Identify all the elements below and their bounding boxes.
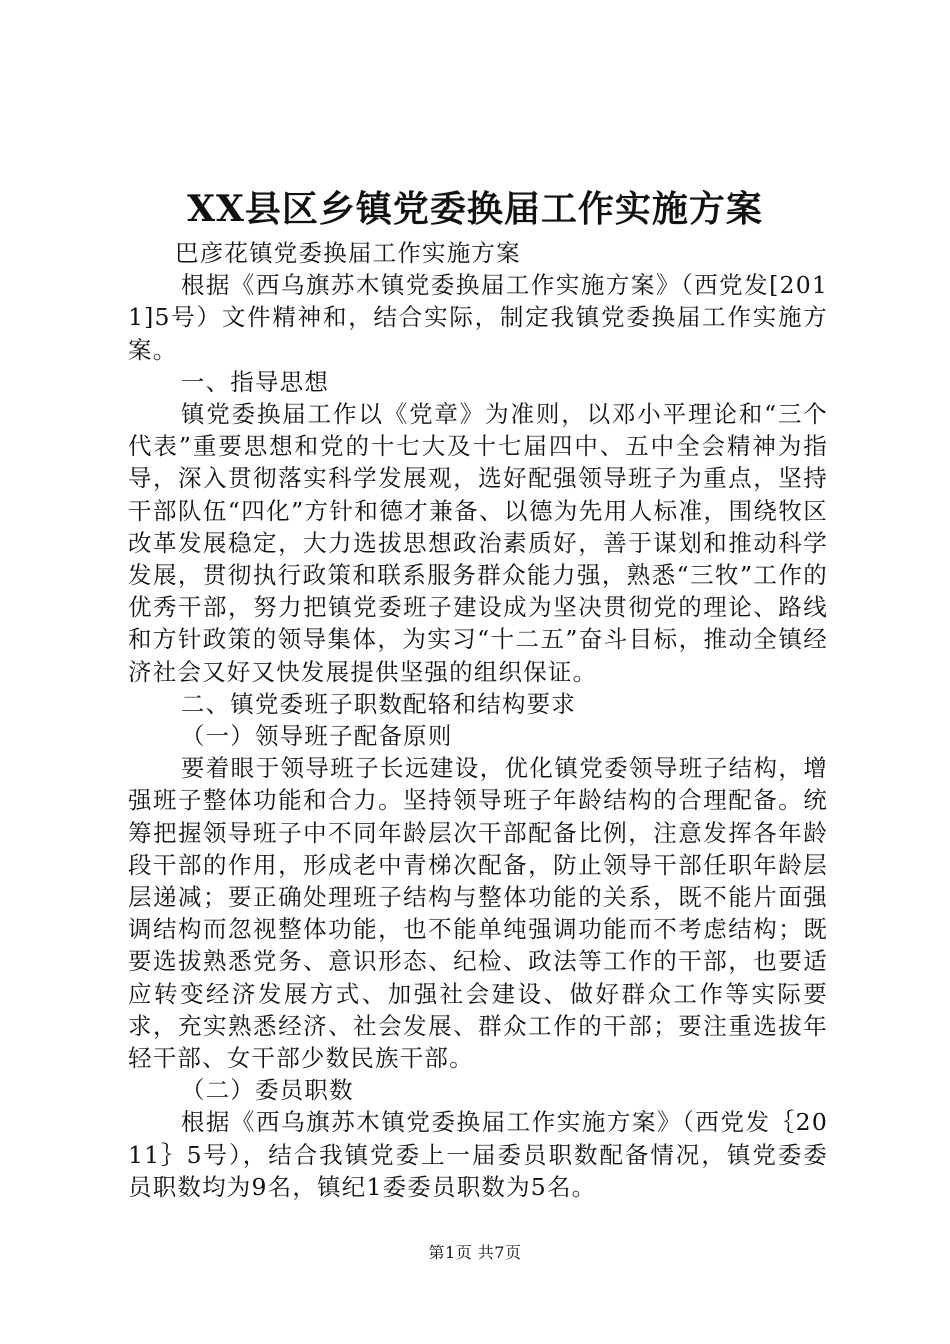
paragraph-basis: 根据《西乌旗苏木镇党委换届工作实施方案》（西党发[2011]5号）文件精神和，结合实际，制定我镇党委换届工作实施方案。 <box>128 271 828 364</box>
section-heading-structure-requirements: 二、镇党委班子职数配辂和结构要求 <box>180 689 577 718</box>
section-heading-guiding-ideology: 一、指导思想 <box>180 367 330 396</box>
subsection-heading-member-count: （二）委员职数 <box>180 1076 354 1105</box>
paragraph-principles: 要着眼于领导班子长远建设，优化镇党委领导班子结构，增强班子整体功能和合力。坚持领导班子年龄结构的合理配备。统筹把握领导班子中不同年龄层次干部配备比例，注意发挥各年龄段干部的作用，形成老中青梯次配备，防止领导干部任职年龄层层递减；要正确处理班子结构与整体功能的关系，既不能片面强调结构而忽视整体功能，也不能单纯强调功能而不考虑结构；既要选拔熟悉党务、意识形态、纪检、政法等工作的干部，也要适应转变经济发展方式、加强社会建设、做好群众工作等实际要求，充实熟悉经济、社会发展、群众工作的干部；要注重选拔年轻干部、女干部少数民族干部。 <box>128 754 828 1073</box>
document-body <box>128 237 828 1203</box>
paragraph-member-count: 根据《西乌旗苏木镇党委换届工作实施方案》（西党发｛2011｝5号），结合我镇党委上一届委员职数配备情况，镇党委委员职数均为9名，镇纪1委委员职数为5名。 <box>128 1108 828 1201</box>
paragraph-subtitle: 巴彦花镇党委换届工作实施方案 <box>175 239 521 267</box>
subsection-heading-principles: （一）领导班子配备原则 <box>180 722 453 751</box>
document-title: XX县区乡镇党委换届工作实施方案 <box>187 188 763 230</box>
page-footer: 第1页 共7页 <box>428 1243 522 1262</box>
paragraph-guiding-ideology: 镇党委换届工作以《党章》为准则，以邓小平理论和“三个代表”重要思想和党的十七大及十七届四中、五中全会精神为指导，深入贯彻落实科学发展观，选好配强领导班子为重点，坚持干部队伍“四化”方针和德才兼备、以德为先用人标准，围绕牧区改革发展稳定，大力选拔思想政治素质好，善于谋划和推动科学发展，贯彻执行政策和联系服务群众能力强，熟悉“三牧”工作的优秀干部，努力把镇党委班子建设成为坚决贯彻党的理论、路线和方针政策的领导集体，为实习“十二五”奋斗目标，推动全镇经济社会又好又快发展提供坚强的组织保证。 <box>128 400 828 686</box>
